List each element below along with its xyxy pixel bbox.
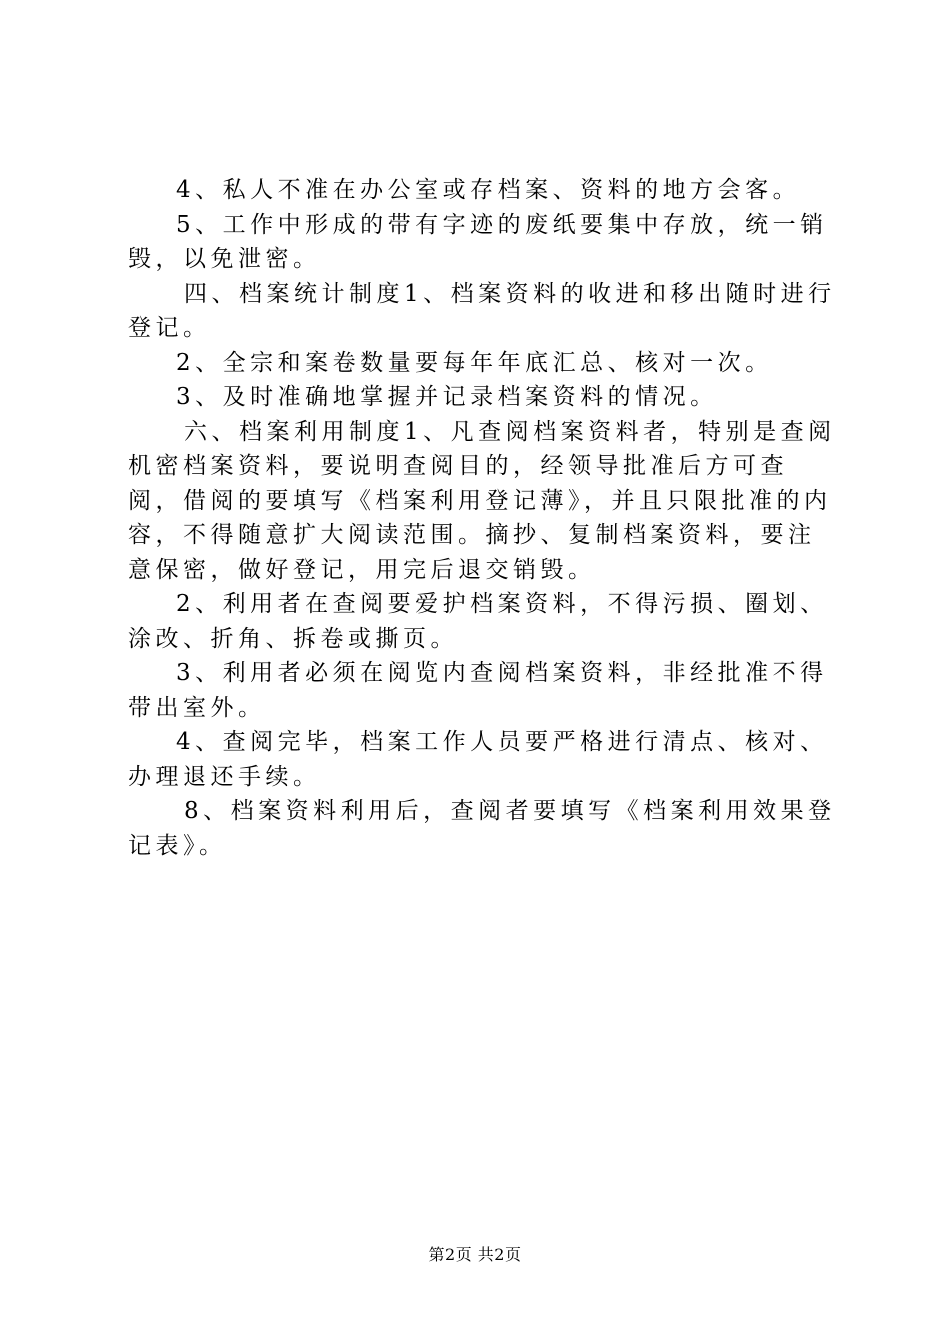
paragraph-usage-effect-form: 8、档案资料利用后，查阅者要填写《档案利用效果登记表》。 [128, 798, 836, 859]
paragraph-care-of-archives: 2、利用者在查阅要爱护档案资料，不得污损、圈划、涂改、折角、拆卷或撕页。 [128, 591, 828, 652]
paragraph-usage-system: 六、档案利用制度1、凡查阅档案资料者，特别是查阅机密档案资料，要说明查阅目的，经领导批准后方可查阅，借阅的要填写《档案利用登记薄》，并且只限批准的内容，不得随意扩大阅读范围。摘抄、复制档案资料，要注意保密，做好登记，用完后退交销毁。 [128, 418, 836, 583]
paragraph-private-visitors: 4、私人不准在办公室或存档案、资料的地方会客。 [176, 177, 801, 203]
paragraph-annual-summary: 2、全宗和案卷数量要每年年底汇总、核对一次。 [176, 349, 773, 376]
paragraph-return-procedure: 4、查阅完毕，档案工作人员要严格进行清点、核对、办理退还手续。 [128, 729, 828, 790]
paragraph-statistics-system: 四、档案统计制度1、档案资料的收进和移出随时进行登记。 [128, 280, 836, 341]
paragraph-record-status: 3、及时准确地掌握并记录档案资料的情况。 [176, 384, 718, 410]
paragraph-waste-paper: 5、工作中形成的带有字迹的废纸要集中存放，统一销毁，以免泄密。 [128, 211, 828, 272]
page-number-footer: 第2页 共2页 [428, 1245, 522, 1264]
paragraph-reading-room: 3、利用者必须在阅览内查阅档案资料，非经批准不得带出室外。 [128, 660, 828, 721]
document-body [128, 173, 838, 863]
